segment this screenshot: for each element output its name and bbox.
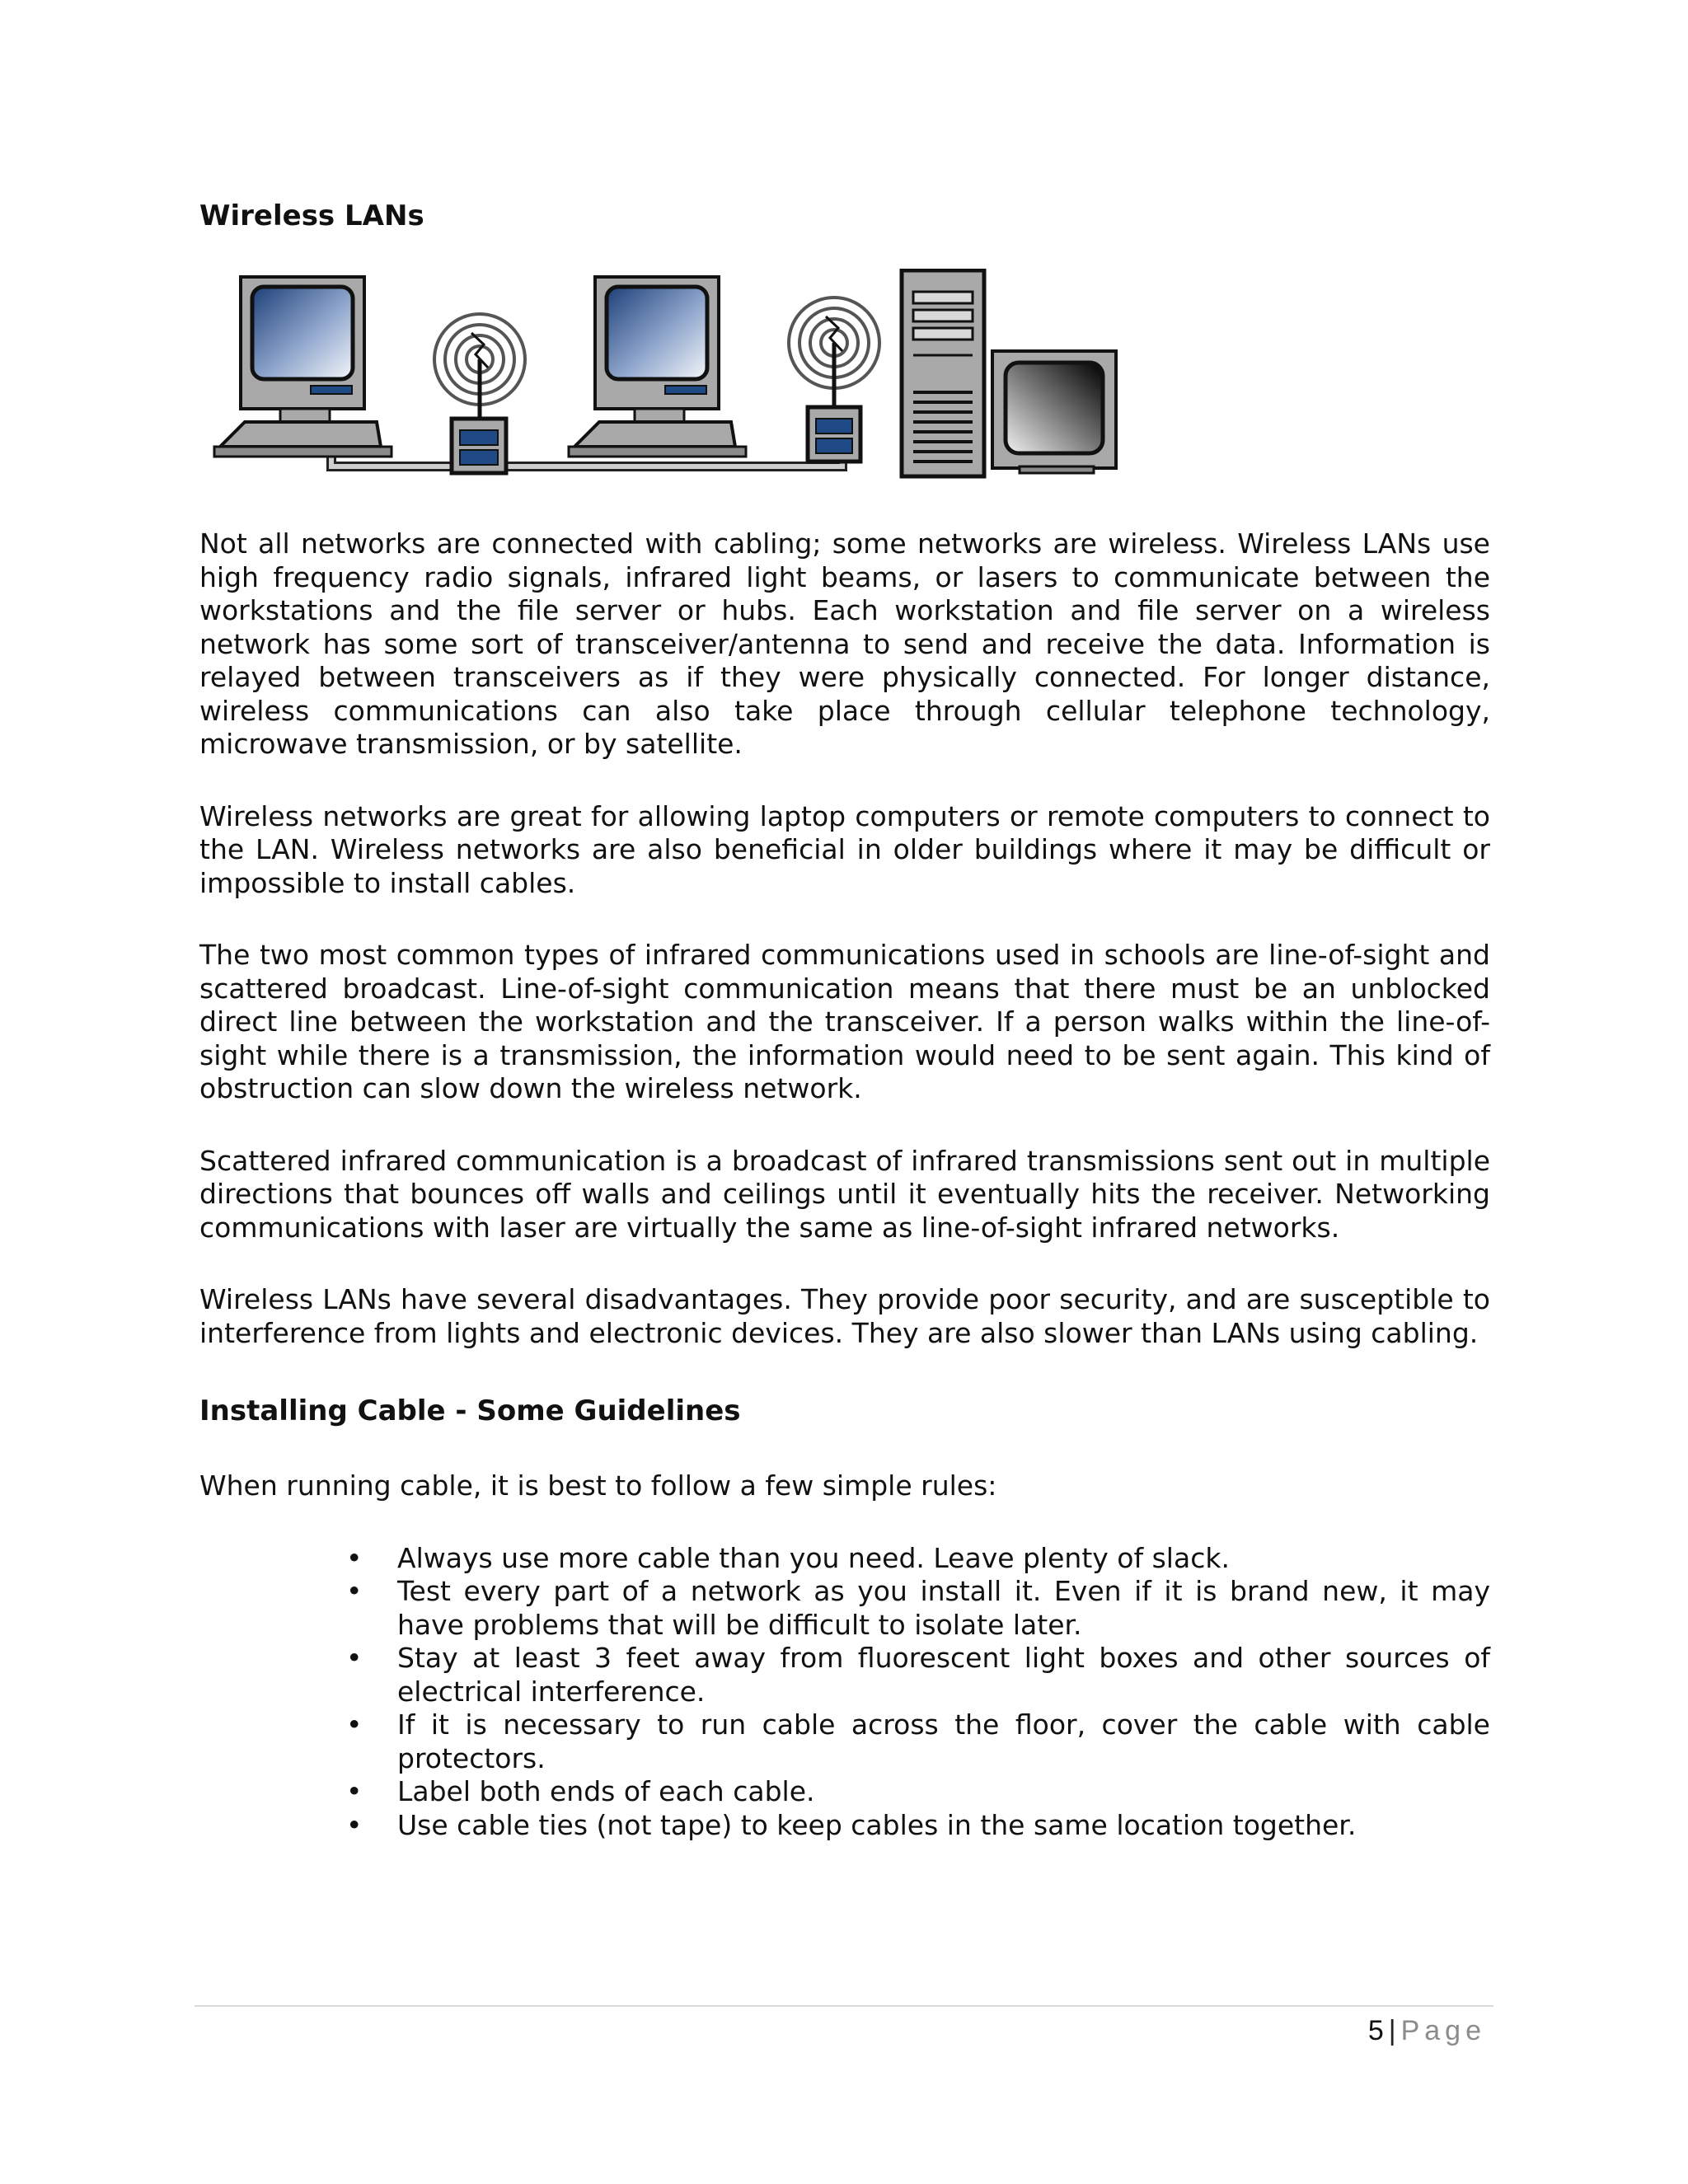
list-item-text: Always use more cable than you need. Leave plenty of slack. — [397, 1541, 1230, 1574]
section-heading-wireless-lans: Wireless LANs — [199, 199, 424, 232]
list-item — [346, 1775, 1490, 1809]
list-item — [346, 1708, 1490, 1775]
page-content — [199, 196, 1490, 1842]
bullet-icon: • — [346, 1575, 363, 1607]
page-footer — [1368, 2011, 1486, 2050]
paragraph-scattered-infrared: Scattered infrared communication is a broadcast of infrared transmissions sent out in multiple directions that bounces off walls and ceilings until it eventually hits the receiver. Networking communications with laser are virtually the same as line-of-sight infrared networks. — [199, 1144, 1490, 1244]
wireless-network-diagram — [199, 269, 1156, 491]
page-number: 5 — [1367, 2015, 1384, 2046]
footer-divider — [195, 2005, 1493, 2007]
bullet-icon: • — [346, 1642, 363, 1674]
paragraph-wireless-disadvantages: Wireless LANs have several disadvantages. They provide poor security, and are susceptible to interference from lights and electronic devices. They are also slower than LANs using cabling. — [199, 1283, 1490, 1349]
page-label: Page — [1400, 2015, 1486, 2046]
footer-separator: | — [1388, 2015, 1396, 2046]
bullet-icon: • — [346, 1541, 363, 1574]
bullet-icon: • — [346, 1808, 363, 1841]
bullet-icon: • — [346, 1775, 363, 1807]
server-monitor-icon — [992, 351, 1116, 473]
transceiver-antenna-1-icon — [434, 314, 525, 473]
list-item-text: Test every part of a network as you install it. Even if it is brand new, it may have problems that will be difficult to isolate later. — [397, 1575, 1490, 1641]
paragraph-wireless-intro: Not all networks are connected with cabling; some networks are wireless. Wireless LANs use high frequency radio signals, infrared light beams, or lasers to communicate between the workstations and the file server or hubs. Each workstation and file server on a wireless network has some sort of transceiver/antenna to send and receive the data. Information is relayed between transceivers as if they were physically connected. For longer distance, wireless communications can also take place through cellular telephone technology, microwave transmission, or by satellite. — [199, 527, 1490, 760]
paragraph-cable-intro: When running cable, it is best to follow a few simple rules: — [199, 1469, 997, 1502]
cable-guidelines-list — [199, 1542, 1490, 1843]
list-item-text: Use cable ties (not tape) to keep cables in the same location together. — [397, 1808, 1357, 1841]
paragraph-infrared-types: The two most common types of infrared communications used in schools are line-of-sight and scattered broadcast. Line-of-sight communication means that there must be an unblocked direct line between the workstation and the transceiver. If a person walks within the line-of-sight while there is a transmission, the information would need to be sent again. This kind of obstruction can slow down the wireless network. — [199, 939, 1490, 1104]
file-server-tower-icon — [902, 270, 984, 476]
list-item — [346, 1575, 1490, 1642]
list-item-text: If it is necessary to run cable across the floor, cover the cable with cable protectors. — [397, 1708, 1490, 1774]
list-item-text: Label both ends of each cable. — [397, 1775, 815, 1807]
transceiver-antenna-2-icon — [789, 298, 879, 462]
list-item — [346, 1808, 1490, 1843]
workstation-1-icon — [214, 277, 392, 457]
workstation-2-icon — [569, 277, 746, 457]
section-heading-installing-cable: Installing Cable - Some Guidelines — [199, 1394, 741, 1427]
list-item — [346, 1541, 1490, 1576]
bullet-icon: • — [346, 1708, 363, 1741]
paragraph-wireless-benefits: Wireless networks are great for allowing laptop computers or remote computers to connect to the LAN. Wireless networks are also beneficial in older buildings where it may be difficult or impossible to install cables. — [199, 799, 1490, 899]
wireless-network-illustration — [199, 269, 1156, 491]
list-item-text: Stay at least 3 feet away from fluorescent light boxes and other sources of electrical interference. — [397, 1642, 1490, 1708]
list-item — [346, 1642, 1490, 1708]
